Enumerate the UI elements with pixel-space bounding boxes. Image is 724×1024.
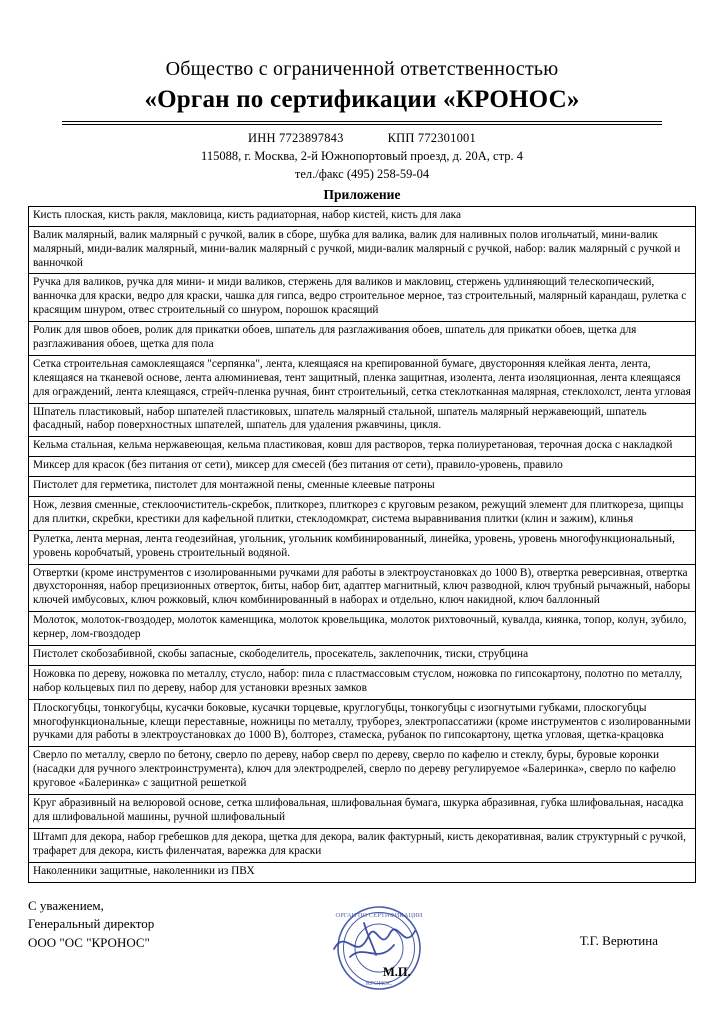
table-row bbox=[29, 862, 696, 882]
company-line: ООО "ОС "КРОНОС" bbox=[28, 935, 150, 951]
table-row bbox=[29, 437, 696, 457]
document-footer bbox=[28, 897, 696, 1007]
product-group-cell: Пистолет скобозабивной, скобы запасные, скободелитель, просекатель, заклепочник, тиски, струбцина bbox=[29, 646, 696, 666]
product-group-cell: Наколенники защитные, наколенники из ПВХ bbox=[29, 862, 696, 882]
table-row bbox=[29, 477, 696, 497]
table-row bbox=[29, 322, 696, 356]
product-group-cell: Кисть плоская, кисть ракля, макловица, кисть радиаторная, набор кистей, кисть для лака bbox=[29, 206, 696, 226]
table-row bbox=[29, 403, 696, 437]
product-group-cell: Плоскогубцы, тонкогубцы, кусачки боковые, кусачки торцевые, круглогубцы, тонкогубцы с изогнутыми губками, плоскогубцы многофункциональные, клещи переставные, ножницы по металлу, труборез, электропассатижи (кроме инструментов с изолированными ручками для работы в электроустановках до 1000 В), болторез, стамеска, рубанок по гипсокартону, щетка угловая, щетка-крацовка bbox=[29, 699, 696, 747]
table-row bbox=[29, 274, 696, 322]
kpp-value: КПП 772301001 bbox=[387, 130, 476, 145]
table-row bbox=[29, 206, 696, 226]
product-group-cell: Ножовка по дереву, ножовка по металлу, стусло, набор: пила с пластмассовым стуслом, ножовка по гипсокартону, полотно по металлу, набор кольцевых пил по дереву, набор для установки врезных замков bbox=[29, 665, 696, 699]
inn-value: ИНН 7723897843 bbox=[248, 130, 344, 145]
organization-requisites bbox=[28, 129, 696, 183]
product-group-cell: Молоток, молоток-гвоздодер, молоток каменщика, молоток кровельщика, молоток рихтовочный, кувалда, киянка, топор, колун, зубило, кернер, лом-гвоздодер bbox=[29, 612, 696, 646]
position-line: Генеральный директор bbox=[28, 916, 155, 932]
round-stamp-icon bbox=[320, 893, 438, 993]
table-row bbox=[29, 564, 696, 612]
product-group-cell: Пистолет для герметика, пистолет для монтажной пены, сменные клеевые патроны bbox=[29, 477, 696, 497]
table-row bbox=[29, 828, 696, 862]
product-group-cell: Рулетка, лента мерная, лента геодезийная, угольник, угольник комбинированный, линейка, уровень, уровень многофункциональный, уровень коробчатый, уровень строительный водяной. bbox=[29, 530, 696, 564]
header-divider-thin bbox=[62, 124, 662, 125]
table-row bbox=[29, 226, 696, 274]
appendix-title: Приложение bbox=[323, 186, 401, 202]
table-row bbox=[29, 355, 696, 403]
table-row bbox=[29, 530, 696, 564]
inn-kpp-row bbox=[28, 129, 696, 147]
table-row bbox=[29, 795, 696, 829]
product-group-cell: Миксер для красок (без питания от сети), миксер для смесей (без питания от сети), правило-уровень, правило bbox=[29, 457, 696, 477]
table-row bbox=[29, 457, 696, 477]
phone-line: тел./факс (495) 258-59-04 bbox=[294, 166, 430, 181]
signer-name: Т.Г. Верютина bbox=[579, 932, 658, 948]
mp-label: М.П. bbox=[383, 964, 411, 979]
product-group-cell: Шпатель пластиковый, набор шпателей пластиковых, шпатель малярный стальной, шпатель малярный нержавеющий, шпатель фасадный, набор поверхностных шпателей, шпатель для удаления ржавчины, цикля. bbox=[29, 403, 696, 437]
product-group-cell: Кельма стальная, кельма нержавеющая, кельма пластиковая, ковш для растворов, терка полиуретановая, терочная доска с накладкой bbox=[29, 437, 696, 457]
table-row bbox=[29, 699, 696, 747]
header-divider-thick bbox=[62, 121, 662, 122]
product-group-cell: Отвертки (кроме инструментов с изолированными ручками для работы в электроустановках до 1000 В), отвертка реверсивная, отвертка двухсторонняя, набор прецизионных отверток, биты, набор бит, адаптер магнитный, ключ разводной, ключ трубный рычажный, наборы ключей имбусовых, ключ рожковый, ключ комбинированный в наборах и отдельно, ключ накидной, ключ баллонный bbox=[29, 564, 696, 612]
regards-line: С уважением, bbox=[28, 897, 104, 913]
table-row bbox=[29, 646, 696, 666]
svg-text:ОРГАН ПО СЕРТИФИКАЦИИ: ОРГАН ПО СЕРТИФИКАЦИИ bbox=[335, 911, 423, 919]
table-row bbox=[29, 747, 696, 795]
address-line: 115088, г. Москва, 2-й Южнопортовый проезд, д. 20А, стр. 4 bbox=[201, 148, 523, 163]
svg-text:КРОНОС: КРОНОС bbox=[365, 979, 393, 987]
product-group-cell: Ручка для валиков, ручка для мини- и миди валиков, стержень для валиков и макловиц, стержень удлиняющий телескопический, ванночка для краски, ведро для краски, чашка для гипса, ведро строительное мерное, таз строительный, малярный карандаш, рулетка с красящим шнуром, отвес строительный со шнуром, порошок красящий bbox=[29, 274, 696, 322]
table-row bbox=[29, 665, 696, 699]
table-row bbox=[29, 497, 696, 531]
table-row bbox=[29, 612, 696, 646]
product-group-cell: Сетка строительная самоклеящаяся "серпянка", лента, клеящаяся на крепированной бумаге, двусторонняя клейкая лента, лента, клеящаяся на тканевой основе, лента алюминиевая, тент защитный, пленка защитная, изолента, лента изоляционная, лента клеящаяся для ограждений, лента клеящаяся, стрейч-пленка ручная, бинт строительный, сетка стеклотканная малярная, стеклохолст, лента угловая bbox=[29, 355, 696, 403]
product-group-cell: Круг абразивный на велюровой основе, сетка шлифовальная, шлифовальная бумага, шкурка абразивная, губка шлифовальная, насадка для шлифовальной машины, ручной шлифовальный bbox=[29, 795, 696, 829]
organization-title: «Орган по сертификации «КРОНОС» bbox=[144, 86, 580, 113]
product-group-cell: Штамп для декора, набор гребешков для декора, щетка для декора, валик фактурный, кисть декоративная, валик структурный с ручкой, трафарет для декора, кисть филенчатая, варежка для краски bbox=[29, 828, 696, 862]
product-group-cell: Ролик для швов обоев, ролик для прикатки обоев, шпатель для разглаживания обоев, шпатель для прикатки обоев, щетка для разглаживания обоев, щетка для пола bbox=[29, 322, 696, 356]
products-table bbox=[28, 206, 696, 883]
product-group-cell: Нож, лезвия сменные, стеклоочиститель-скребок, плиткорез, плиткорез с круговым резаком, режущий элемент для плиткореза, щипцы для плитки, скребки, крестики для кафельной плитки, стеклодомкрат, система выравнивания плитки (клин и зажим), клинья bbox=[29, 497, 696, 531]
product-group-cell: Валик малярный, валик малярный с ручкой, валик в сборе, шубка для валика, валик для наливных полов игольчатый, мини-валик малярный, миди-валик малярный, мини-валик малярный с ручкой, миди-валик малярный с ручкой, набор: валик малярный с ручкой и ванночкой bbox=[29, 226, 696, 274]
product-group-cell: Сверло по металлу, сверло по бетону, сверло по дереву, набор сверл по дереву, сверло по кафелю и стеклу, буры, буровые коронки (насадки для ручного электроинструмента), ключ для электродрелей, сверло по дереву регулируемое «Балеринка», сверло по кафелю круговое «Балеринка» с защитной решеткой bbox=[29, 747, 696, 795]
organization-form: Общество с ограниченной ответственностью bbox=[165, 58, 559, 80]
